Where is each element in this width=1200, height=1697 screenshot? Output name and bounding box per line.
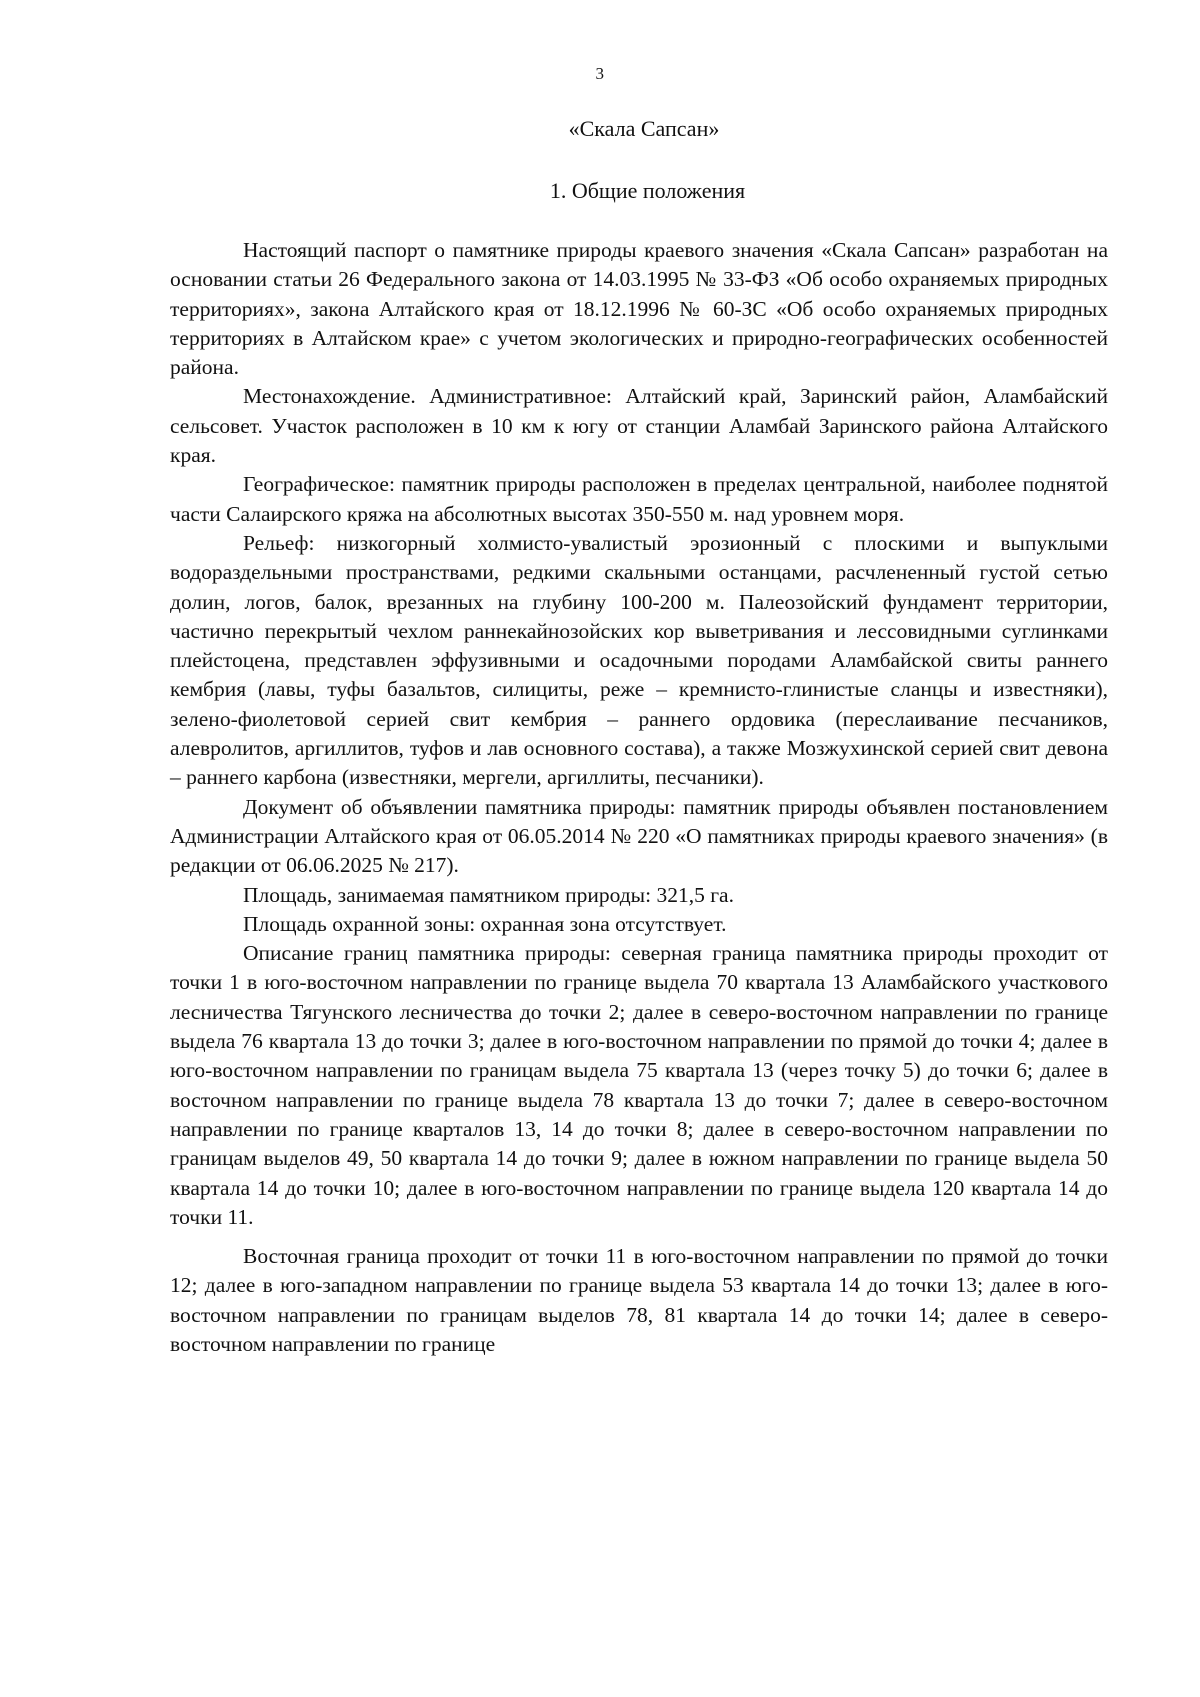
paragraph-legal-basis: Настоящий паспорт о памятнике природы краевого значения «Скала Сапсан» разработан на основании статьи 26 Федерального закона от 14.03.1995 № 33-ФЗ «Об особо охраняемых природных территориях», закона Алтайского края от 18.12.1996 № 60-ЗС «Об особо охраняемых природных территориях в Алтайском крае» с учетом экологических и природно-географических особенностей района. [170,238,1108,380]
paragraph-protection-zone: Площадь охранной зоны: охранная зона отсутствует. [243,911,727,936]
paragraph-northern-boundary: Описание границ памятника природы: северная граница памятника природы проходит от точки 1 в юго-восточном направлении по границе выдела 70 квартала 13 Аламбайского участкового лесничества Тягунского лесничества до точки 2; далее в северо-восточном направлении по границе выдела 76 квартала 13 до точки 3; далее в юго-восточном направлении по прямой до точки 4; далее в юго-восточном направлении по границам выдела 75 квартала 13 (через точку 5) до точки 6; далее в восточном направлении по границе выдела 78 квартала 13 до точки 7; далее в северо-восточном направлении по границе кварталов 13, 14 до точки 8; далее в северо-восточном направлении по границам выделов 49, 50 квартала 14 до точки 9; далее в южном направлении по границе выдела 50 квартала 14 до точки 10; далее в юго-восточном направлении по границе выдела 120 квартала 14 до точки 11. [170,941,1108,1229]
paragraph-relief: Рельеф: низкогорный холмисто-увалистый эрозионный с плоскими и выпуклыми водораздельными пространствами, редкими скальными останцами, расчлененный густой сетью долин, логов, балок, врезанных на глубину 100-200 м. Палеозойский фундамент территории, частично перекрытый чехлом раннекайнозойских кор выветривания и лессовидными суглинками плейстоцена, представлен эффузивными и осадочными породами Аламбайской свиты раннего кембрия (лавы, туфы базальтов, силициты, реже – кремнисто-глинистые сланцы и известняки), зелено-фиолетовой серией свит кембрия – раннего ордовика (переслаивание песчаников, алевролитов, аргиллитов, туфов и лав основного состава), а также Мозжухинской серией свит девона – раннего карбона (известняки, мергели, аргиллиты, песчаники). [170,530,1108,790]
paragraph-location-geographic: Географическое: памятник природы расположен в пределах центральной, наиболее поднятой части Салаирского кряжа на абсолютных высотах 350-550 м. над уровнем моря. [170,472,1108,526]
document-body [170,236,1108,1359]
paragraph-area: Площадь, занимаемая памятником природы: 321,5 га. [243,882,734,907]
paragraph-declaration-document: Документ об объявлении памятника природы: памятник природы объявлен постановлением Администрации Алтайского края от 06.05.2014 № 220 «О памятниках природы краевого значения» (в редакции от 06.06.2025 № 217). [170,794,1108,878]
paragraph-location-administrative: Местонахождение. Административное: Алтайский край, Заринский район, Аламбайский сельсовет. Участок расположен в 10 км к югу от станции Аламбай Заринского района Алтайского края. [170,384,1108,468]
page-number: 3 [595,64,605,83]
section-heading: 1. Общие положения [549,178,746,203]
document-title: «Скала Сапсан» [568,116,720,141]
paragraph-eastern-boundary: Восточная граница проходит от точки 11 в юго-восточном направлении по прямой до точки 12; далее в юго-западном направлении по границе выдела 53 квартала 14 до точки 13; далее в юго-восточном направлении по границам выделов 78, 81 квартала 14 до точки 14; далее в северо-восточном направлении по границе [170,1244,1108,1356]
